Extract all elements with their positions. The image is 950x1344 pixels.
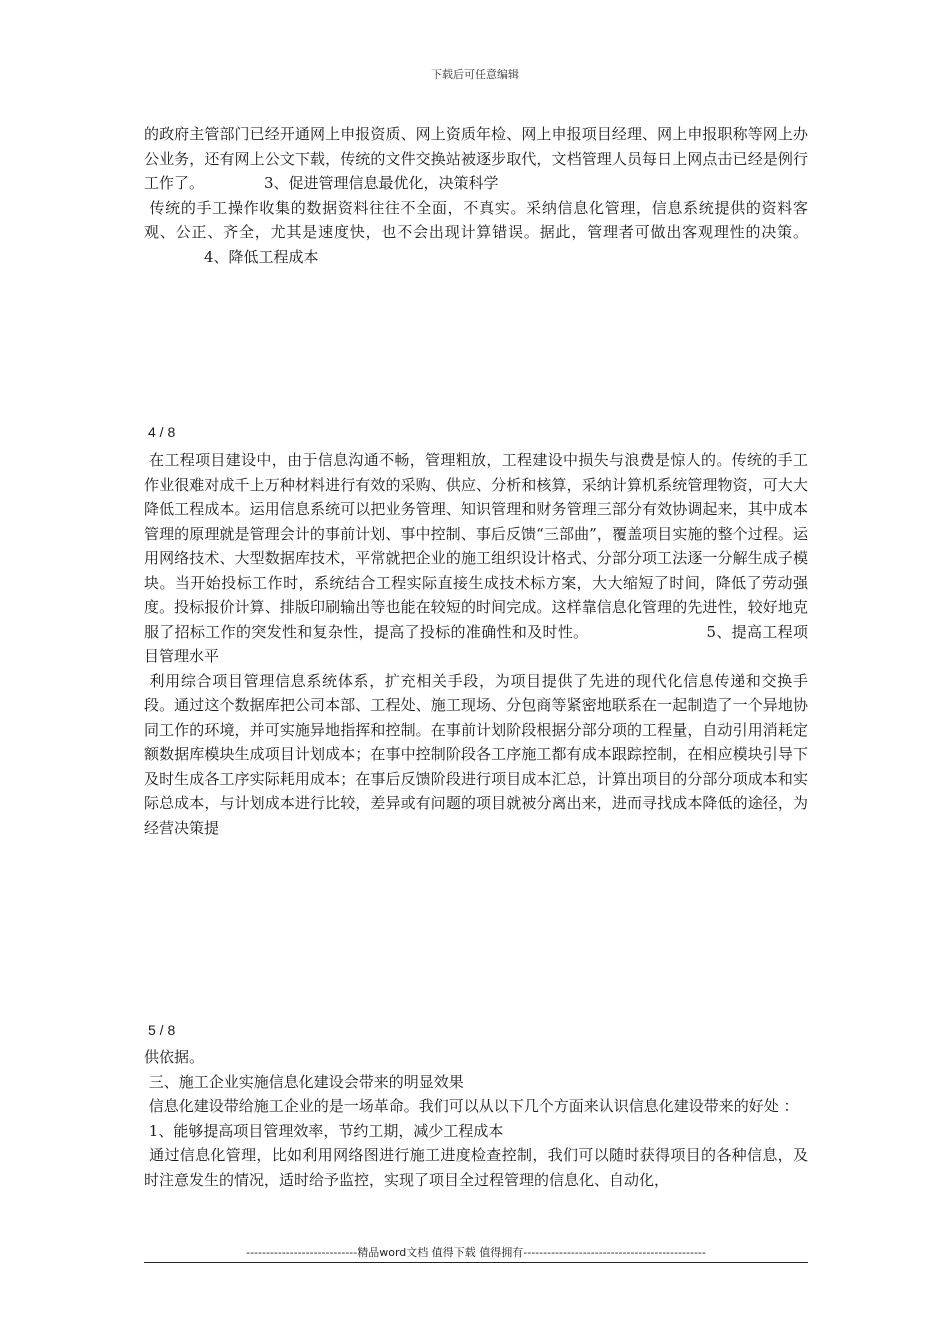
- section-heading-5: 5、提高工程项目管理水平: [144, 622, 808, 665]
- paragraph: [144, 448, 808, 669]
- paragraph: 信息化建设带给施工企业的是一场革命。我们可以从以下几个方面来认识信息化建设带来的好处 ：: [148, 1097, 799, 1115]
- section-heading: 1、能够提高项目管理效率，节约工期，减少工程成本: [148, 1121, 504, 1140]
- paragraph: 通过信息化管理，比如利用网络图进行施工进度检查控制，我们可以随时获得项目的各种信息，及时注意发生的情况，适时给予监控，实现了项目全过程管理的信息化、自动化，: [144, 1146, 808, 1189]
- paragraph-text: 在工程项目建设中，由于信息沟通不畅，管理粗放，工程建设中损失与浪费是惊人的。传统的手工作业很难对成千上万种材料进行有效的采购、供应、分析和核算，采纳计算机系统管理物资，可大大降低工程成本。运用信息系统可以把业务管理、知识管理和财务管理三部分有效协调起来，其中成本管理的原理就是管理会计的事前计划、事中控制、事后反馈“三部曲”，覆盖项目实施的整个过程。运用网络技术、大型数据库技术，平常就把企业的施工组织设计格式、分部分项工法逐一分解生成子模块。当开始投标工作时，系统结合工程实际直接生成技术标方案，大大缩短了时间，降低了劳动强度。投标报价计算、排版印刷输出等也能在较短的时间完成。这样靠信息化管理的先进性，较好地克服了招标工作的突发性和复杂性，提高了投标的准确性和及时性。: [144, 451, 808, 641]
- paragraph: [144, 196, 808, 270]
- paragraph-text: 利用综合项目管理信息系统体系，扩充相关手段，为项目提供了先进的现代化信息传递和交换手段。通过这个数据库把公司本部、工程处、施工现场、分包商等紧密地联系在一起制造了一个异地协同工作的环境，并可实施异地指挥和控制。在事前计划阶段根据分部分项的工程量，自动引用消耗定额数据库模块生成项目计划成本；在事中控制阶段各工序施工都有成本跟踪控制，在相应模块引导下及时生成各工序实际耗用成本；在事后反馈阶段进行项目成本汇总，计算出项目的分部分项成本和实际总成本，与计划成本进行比较，差异或有问题的项目就被分离出来，进而寻找成本降低的途径，为经营决策提: [144, 671, 808, 837]
- page-header: 下载后可任意编辑: [431, 68, 519, 81]
- text-block-1: [144, 122, 808, 269]
- text-block-3: [144, 1045, 808, 1192]
- section-heading: 三、施工企业实施信息化建设会带来的明显效果: [148, 1072, 464, 1091]
- paragraph: 供依据。: [144, 1048, 205, 1066]
- section-heading-4: 4、降低工程成本: [204, 247, 319, 266]
- page-number-5: 5 / 8: [148, 1022, 176, 1038]
- paragraph: [144, 669, 808, 841]
- paragraph-text: 的政府主管部门已经开通网上申报资质、网上资质年检、网上申报项目经理、网上申报职称等网上办公业务，还有网上公文下载，传统的文件交换站被逐步取代，文档管理人员每日上网点击已经是例行工作了。: [144, 125, 808, 192]
- page-number-4: 4 / 8: [148, 424, 176, 440]
- paragraph-text: 传统的手工操作收集的数据资料往往不全面，不真实。采纳信息化管理，信息系统提供的资料客观、公正、齐全，尤其是速度快，也不会出现计算错误。据此，管理者可做出客观理性的决策。: [144, 198, 808, 241]
- section-heading-3: 3、促进管理信息最优化，决策科学: [264, 174, 499, 192]
- footer-divider: [144, 1262, 808, 1263]
- text-block-2: [144, 448, 808, 840]
- page-footer: ----------------------------精品word文档 值得下载 值得拥有----------------------------------------------: [246, 1246, 706, 1259]
- paragraph: [144, 122, 808, 196]
